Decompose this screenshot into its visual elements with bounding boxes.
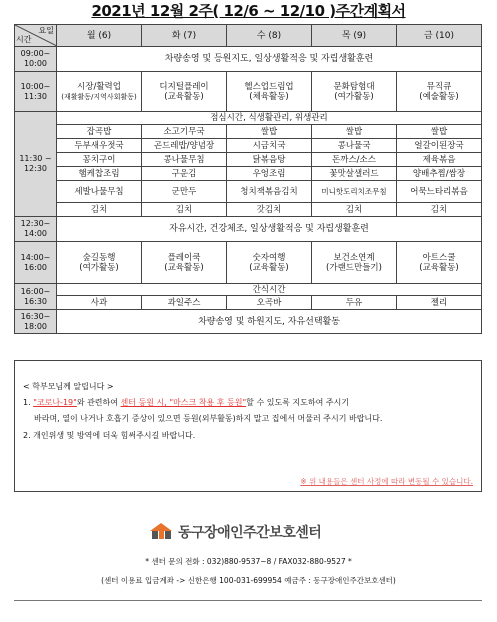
menu-item: 콩나물국 [312, 139, 397, 153]
notice-item-1: 1. "코로나-19"와 관련하여 센터 등원 시, "마스크 착용 후 등원"할 수 있도록 지도하여 주시기 [23, 398, 350, 407]
snack-item: 두유 [312, 296, 397, 310]
snack-item: 오곡바 [227, 296, 312, 310]
header-row [15, 25, 482, 47]
house-logo-icon [148, 521, 174, 541]
weekly-schedule-table [14, 24, 482, 334]
time-cell: 11:30 ~ 12:30 [15, 112, 57, 217]
menu-item: 세발나물무침 [57, 181, 142, 203]
corner-time-label: 시간 [16, 35, 32, 44]
time-cell: 10:00~ 11:30 [15, 72, 57, 112]
menu-item: 제육볶음 [397, 153, 482, 167]
parent-notice-box [14, 360, 482, 492]
menu-item: 햄케찹조림 [57, 167, 142, 181]
day-header: 금 (10) [397, 25, 482, 47]
snack-item: 젤리 [397, 296, 482, 310]
page-title: 2021년 12월 2주( 12/6 ~ 12/10 )주간계획서 [91, 2, 406, 20]
menu-item: 콩나물무침 [142, 153, 227, 167]
snack-row [15, 296, 482, 310]
menu-item: 두부새우젓국 [57, 139, 142, 153]
snack-header: 간식시간 [57, 284, 482, 296]
snack-item: 과일주스 [142, 296, 227, 310]
menu-item: 얼갈이된장국 [397, 139, 482, 153]
activity-cell: 디지털플레이 (교육활동) [142, 72, 227, 112]
row-program-1 [15, 72, 482, 112]
menu-item: 돈까스/소스 [312, 153, 397, 167]
menu-item: 꽃맛살샐러드 [312, 167, 397, 181]
menu-row [15, 139, 482, 153]
activity-cell: 뮤직큐 (예술활동) [397, 72, 482, 112]
row-snack-header [15, 284, 482, 296]
org-name: 동구장애인주간보호센터 [178, 525, 322, 541]
activity-cell: 플레이쿡 (교육활동) [142, 242, 227, 284]
contact-info: * 센터 문의 전화 : 032)880-9537~8 / FAX032-880-9527 * [145, 557, 352, 566]
divider [14, 600, 482, 601]
snack-item: 사과 [57, 296, 142, 310]
lunch-header: 점심시간, 식생활관리, 위생관리 [57, 112, 482, 125]
notice-footnote: ※ 위 내용들은 센터 사정에 따라 변동될 수 있습니다. [300, 477, 473, 486]
menu-item: 구운김 [142, 167, 227, 181]
activity-cell: 헬스업드림업 (체육활동) [227, 72, 312, 112]
menu-item: 쌀밥 [312, 125, 397, 139]
menu-item: 어묵느타리볶음 [397, 181, 482, 203]
activity-cell: 시장/활력업 (재활활동/지역사회활동) [57, 72, 142, 112]
notice-item-1-continued: 바라며, 열이 나거나 호흡기 증상이 있으면 등원(외부활동)하지 말고 집에서 머물러 주시기 바랍니다. [34, 414, 383, 423]
menu-item: 꽁치구이 [57, 153, 142, 167]
day-header: 월 (6) [57, 25, 142, 47]
menu-item: 김치 [312, 203, 397, 217]
day-header: 수 (8) [227, 25, 312, 47]
activity-cell: 보건소연계 (가랜드만들기) [312, 242, 397, 284]
menu-item: 쌀밥 [227, 125, 312, 139]
time-cell: 16:00~ 16:30 [15, 284, 57, 310]
menu-item: 잡곡밥 [57, 125, 142, 139]
menu-item: 군만두 [142, 181, 227, 203]
menu-item: 김치 [57, 203, 142, 217]
time-cell: 09:00~ 10:00 [15, 47, 57, 72]
row-morning-arrival [15, 47, 482, 72]
row-departure [15, 310, 482, 334]
menu-item: 갓김치 [227, 203, 312, 217]
time-cell: 16:30~ 18:00 [15, 310, 57, 334]
corner-cell [15, 25, 57, 47]
activity-cell: 숫자여행 (교육활동) [227, 242, 312, 284]
row-program-2 [15, 242, 482, 284]
menu-item: 김치 [397, 203, 482, 217]
menu-row [15, 181, 482, 203]
menu-item: 시금치국 [227, 139, 312, 153]
full-activity: 자유시간, 건강체조, 일상생활적응 및 자립생활훈련 [57, 217, 482, 242]
menu-item: 청치잭볶음김치 [227, 181, 312, 203]
day-header: 화 (7) [142, 25, 227, 47]
row-free-time [15, 217, 482, 242]
menu-item: 쌀밥 [397, 125, 482, 139]
activity-cell: 문화탐험대 (여가활동) [312, 72, 397, 112]
menu-item: 닭볶음탕 [227, 153, 312, 167]
full-activity: 차량송영 및 하원지도, 자유선택활동 [57, 310, 482, 334]
menu-item: 양배추찜/쌈장 [397, 167, 482, 181]
menu-item: 우엉조림 [227, 167, 312, 181]
menu-row [15, 153, 482, 167]
menu-row [15, 125, 482, 139]
menu-item: 김치 [142, 203, 227, 217]
full-activity: 차량송영 및 등원지도, 일상생활적응 및 자립생활훈련 [57, 47, 482, 72]
notice-item-2: 2. 개인위생 및 방역에 더욱 힘써주시길 바랍니다. [23, 431, 196, 440]
menu-row [15, 203, 482, 217]
corner-day-label: 요일 [38, 26, 54, 35]
time-cell: 14:00~ 16:00 [15, 242, 57, 284]
menu-row [15, 167, 482, 181]
menu-item: 소고기무국 [142, 125, 227, 139]
activity-cell: 숲길동행 (여가활동) [57, 242, 142, 284]
bank-info: (센터 이용료 입금계좌 -> 신한은행 100-031-699954 예금주 : 동구장애인주간보호센터) [101, 576, 396, 585]
time-cell: 12:30~ 14:00 [15, 217, 57, 242]
activity-cell: 아트스쿨 (교육활동) [397, 242, 482, 284]
row-lunch-header [15, 112, 482, 125]
menu-item: 곤드레밥/양념장 [142, 139, 227, 153]
menu-item: 미니핫도리치조무침 [312, 181, 397, 203]
org-logo [148, 521, 368, 541]
day-header: 목 (9) [312, 25, 397, 47]
notice-heading: < 학부모님께 알립니다 > [23, 382, 114, 391]
